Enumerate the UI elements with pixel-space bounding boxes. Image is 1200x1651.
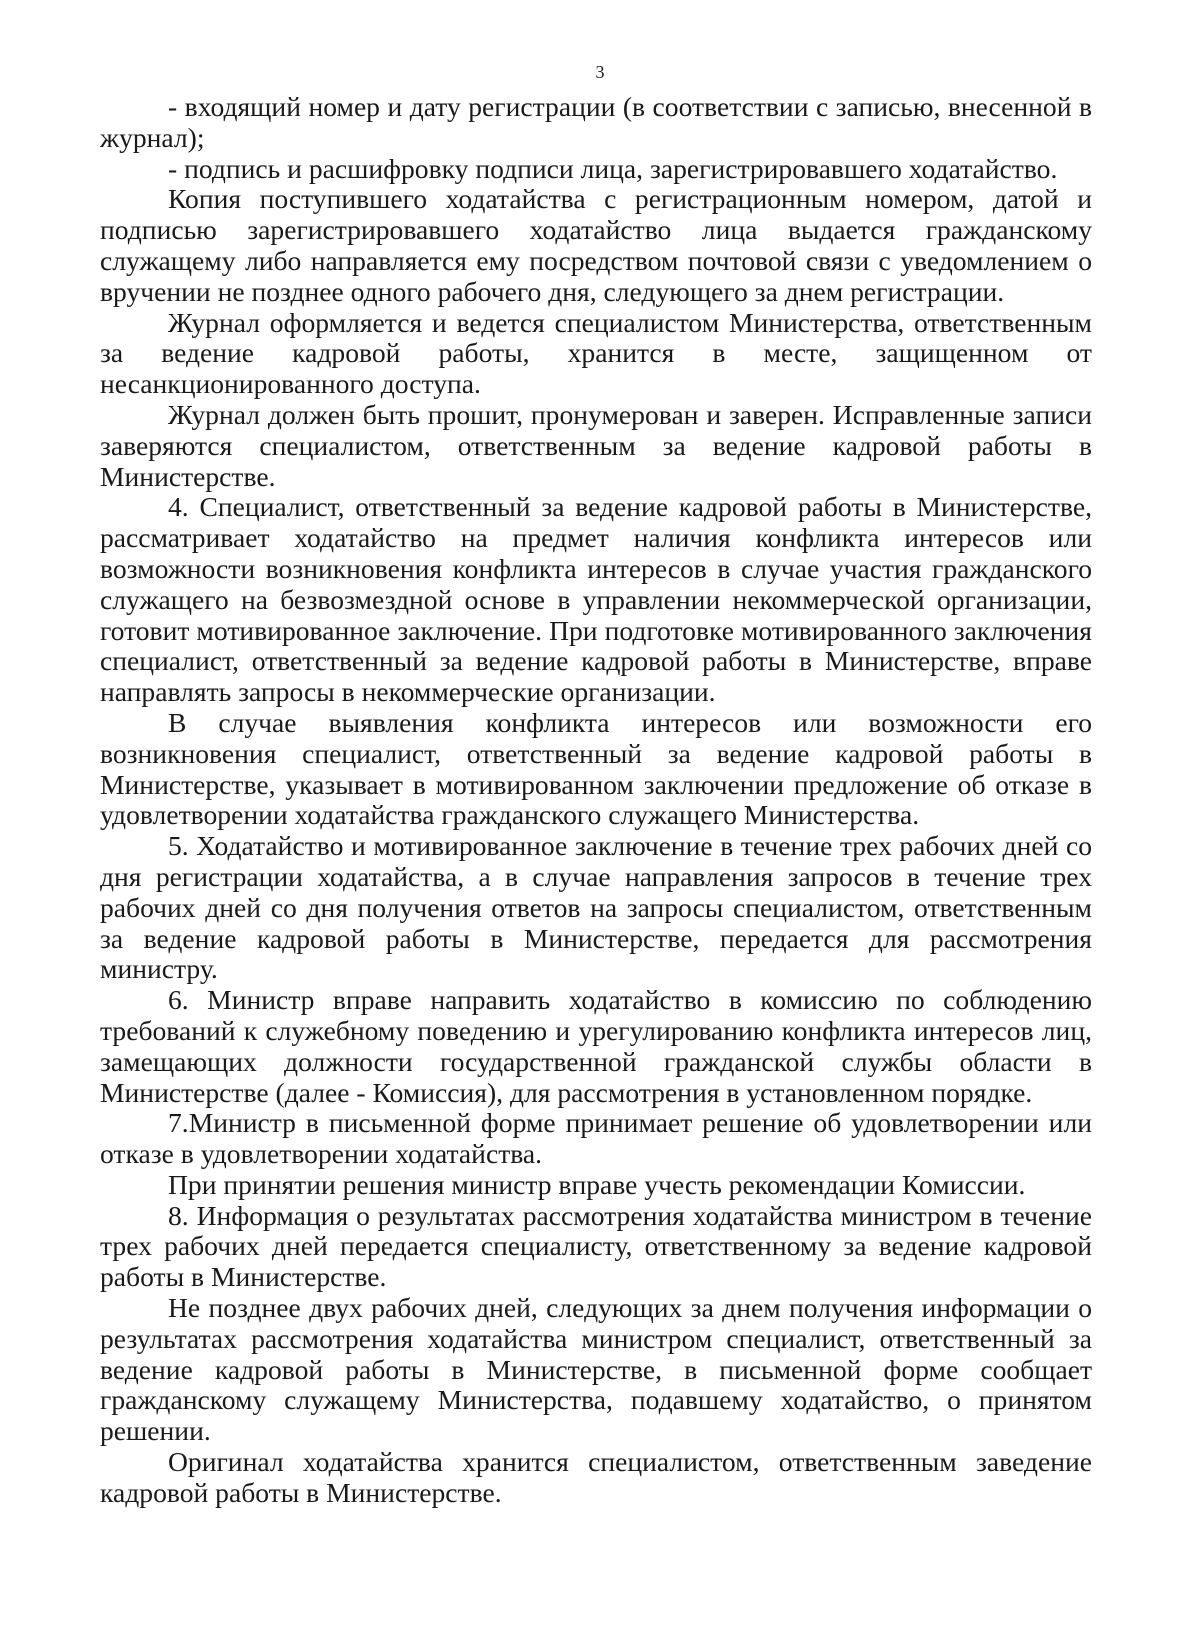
paragraph: Не позднее двух рабочих дней, следующих за днем получения информации о результатах рассмотрения ходатайства министром специалист, ответственный за ведение кадровой работы в Министерстве, в письменной форме сообщает гражданскому служащему Министерства, подавшему ходатайство, о принятом решении. [100, 1292, 1092, 1447]
paragraph: 8. Информация о результатах рассмотрения ходатайства министром в течение трех рабочих дней передается специалисту, ответственному за ведение кадровой работы в Министерстве. [100, 1199, 1092, 1293]
document-body [100, 92, 1092, 1509]
paragraph: - подпись и расшифровку подписи лица, зарегистрировавшего ходатайство. [168, 152, 1058, 184]
paragraph: В случае выявления конфликта интересов или возможности его возникновения специалист, ответственный за ведение кадровой работы в Министерстве, указывает в мотивированном заключении предложение об отказе в удовлетворении ходатайства гражданского служащего Министерства. [100, 706, 1092, 831]
paragraph: - входящий номер и дату регистрации (в соответствии с записью, внесенной в журнал); [100, 91, 1092, 153]
paragraph: Копия поступившего ходатайства с регистрационным номером, датой и подписью зарегистрировавшего ходатайство лица выдается гражданскому служащему либо направляется ему посредством почтовой связи с уведомлением о вручении не позднее одного рабочего дня, следующего за днем регистрации. [100, 183, 1092, 307]
page-number: 3 [595, 62, 605, 82]
paragraph: Журнал оформляется и ведется специалистом Министерства, ответственным за ведение кадровой работы, хранится в месте, защищенном от несанкционированного доступа. [100, 306, 1092, 400]
paragraph: 7.Министр в письменной форме принимает решение об удовлетворении или отказе в удовлетворении ходатайства. [100, 1107, 1092, 1170]
paragraph: 5. Ходатайство и мотивированное заключение в течение трех рабочих дней со дня регистрации ходатайства, а в случае направления запросов в течение трех рабочих дней со дня получения ответов на запросы специалистом, ответственным за ведение кадровой работы в Министерстве, передается для рассмотрения министру. [100, 830, 1092, 985]
paragraph: Оригинал ходатайства хранится специалистом, ответственным заведение кадровой работы в Министерстве. [100, 1446, 1092, 1508]
paragraph: Журнал должен быть прошит, пронумерован и заверен. Исправленные записи заверяются специалистом, ответственным за ведение кадровой работы в Министерстве. [100, 398, 1092, 492]
paragraph: 6. Министр вправе направить ходатайство в комиссию по соблюдению требований к служебному поведению и урегулированию конфликта интересов лиц, замещающих должности государственной гражданской службы области в Министерстве (далее - Комиссия), для рассмотрения в установленном порядке. [100, 984, 1092, 1108]
paragraph: При принятии решения министр вправе учесть рекомендации Комиссии. [168, 1168, 1026, 1200]
paragraph: 4. Специалист, ответственный за ведение кадровой работы в Министерстве, рассматривает ходатайство на предмет наличия конфликта интересов или возможности возникновения конфликта интересов в случае участия гражданского служащего на безвозмездной основе в управлении некоммерческой организации, готовит мотивированное заключение. При подготовке мотивированного заключения специалист, ответственный за ведение кадровой работы в Министерстве, вправе направлять запросы в некоммерческие организации. [100, 491, 1092, 708]
